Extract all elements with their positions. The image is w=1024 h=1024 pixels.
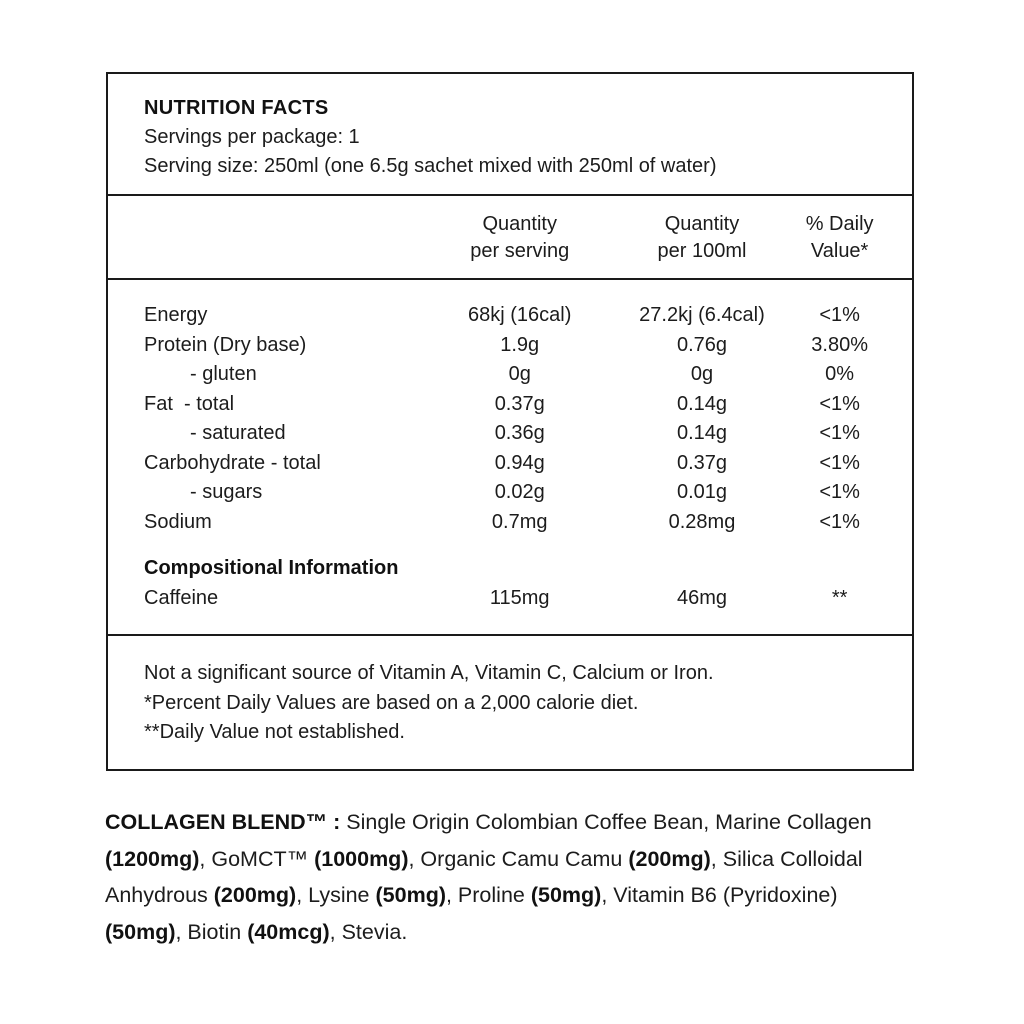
value-per-100ml: 0.14g [676,392,728,415]
blend-text-segment: Single Origin Colombian Coffee Bean, Marine Collagen [346,810,872,834]
blend-text-segment: , Lysine [296,883,376,907]
value-per-100ml: 0.14g [676,422,728,444]
table-row [144,360,888,390]
nutrient-name: Sodium [144,510,212,533]
value-daily-value: <1% [819,451,860,474]
footnotes-section [108,634,912,769]
blend-bold-segment: (1200mg) [105,846,200,871]
value-per-100ml: 46mg [676,586,727,609]
blend-text-segment: , Vitamin B6 (Pyridoxine) [601,883,838,907]
column-header-line: Quantity [664,213,740,235]
value-daily-value: ** [831,586,848,609]
servings-per-package: Servings per package: 1 [144,126,360,148]
value-per-100ml: 27.2kj (6.4cal) [639,304,765,326]
serving-size: Serving size: 250ml (one 6.5g sachet mixed with 250ml of water) [144,155,717,177]
value-per-serving: 0.7mg [491,510,548,533]
nutrient-name: - sugars [190,481,263,503]
nutrient-name: Caffeine [144,586,219,609]
value-per-serving: 0.36g [494,422,545,444]
compositional-rows [144,584,888,614]
table-row [144,584,888,614]
table-row [144,331,888,361]
blend-bold-segment: COLLAGEN BLEND™ : [105,810,347,834]
nutrient-name: Carbohydrate - total [144,451,321,474]
value-per-serving: 0.02g [494,481,545,503]
footnote: Not a significant source of Vitamin A, Vitamin C, Calcium or Iron. [144,662,714,684]
blend-bold-segment: (200mg) [628,846,711,871]
blend-text-segment: , Stevia. [329,919,408,944]
blend-bold-segment: (50mg) [530,883,602,907]
value-daily-value: <1% [819,304,860,326]
value-per-100ml: 0.76g [676,333,728,356]
value-daily-value: <1% [819,392,860,415]
column-header-line: per 100ml [657,240,747,262]
column-header-line: % Daily [805,213,874,235]
nutrient-name: Protein (Dry base) [144,333,307,356]
value-per-serving: 0g [508,363,531,385]
value-per-serving: 1.9g [500,333,540,356]
blend-bold-segment: (50mg) [105,919,176,944]
collagen-blend-paragraph [105,804,919,950]
column-header-quantity-per-100ml [613,211,792,265]
value-daily-value: <1% [819,422,860,444]
value-per-100ml: 0.28mg [668,510,736,533]
nutrition-table [108,278,912,634]
footnote: *Percent Daily Values are based on a 2,000 calorie diet. [144,691,639,714]
compositional-heading: Compositional Information [144,557,399,579]
blend-text-segment: , Proline [445,883,531,907]
table-row [144,419,888,449]
column-header-line: per serving [470,240,570,262]
nutrient-name: - gluten [190,363,257,385]
nutrient-name: - saturated [190,422,286,444]
table-row [144,449,888,479]
blend-bold-segment: (1000mg) [314,846,409,871]
blend-bold-segment: (50mg) [375,883,446,907]
table-row [144,508,888,538]
label-header [108,74,912,194]
table-row [144,390,888,420]
nutrient-name: Fat - total [144,392,235,415]
value-per-serving: 68kj (16cal) [468,304,572,326]
table-row [144,478,888,508]
column-header-line: Value* [810,240,869,262]
blend-text-segment: , Biotin [175,919,248,944]
value-per-100ml: 0g [690,363,714,385]
value-per-100ml: 0.01g [676,481,728,503]
column-header-line: Quantity [482,213,557,235]
column-header-daily-value [791,211,888,265]
table-row [144,301,888,331]
value-per-100ml: 0.37g [676,451,728,474]
value-daily-value: 3.80% [811,333,868,356]
blend-bold-segment: (200mg) [213,883,297,907]
nutrition-label [106,72,914,771]
value-per-serving: 115mg [489,586,550,609]
blend-text-segment: , GoMCT™ [199,846,315,871]
value-daily-value: <1% [819,481,860,503]
blend-text-segment: , Silica Colloidal Anhydrous [105,846,863,907]
nutrient-rows [144,301,888,537]
blend-text-segment: , Organic Camu Camu [408,846,629,871]
value-per-serving: 0.94g [494,451,545,474]
column-header-quantity-per-serving [427,211,613,265]
value-per-serving: 0.37g [494,392,545,415]
label-title: NUTRITION FACTS [144,97,329,119]
column-header-row [108,194,912,278]
column-header-spacer [144,211,427,265]
blend-bold-segment: (40mcg) [247,919,330,944]
value-daily-value: <1% [819,510,860,533]
nutrient-name: Energy [144,304,208,326]
footnote: **Daily Value not established. [144,721,405,743]
value-daily-value: 0% [825,363,855,385]
